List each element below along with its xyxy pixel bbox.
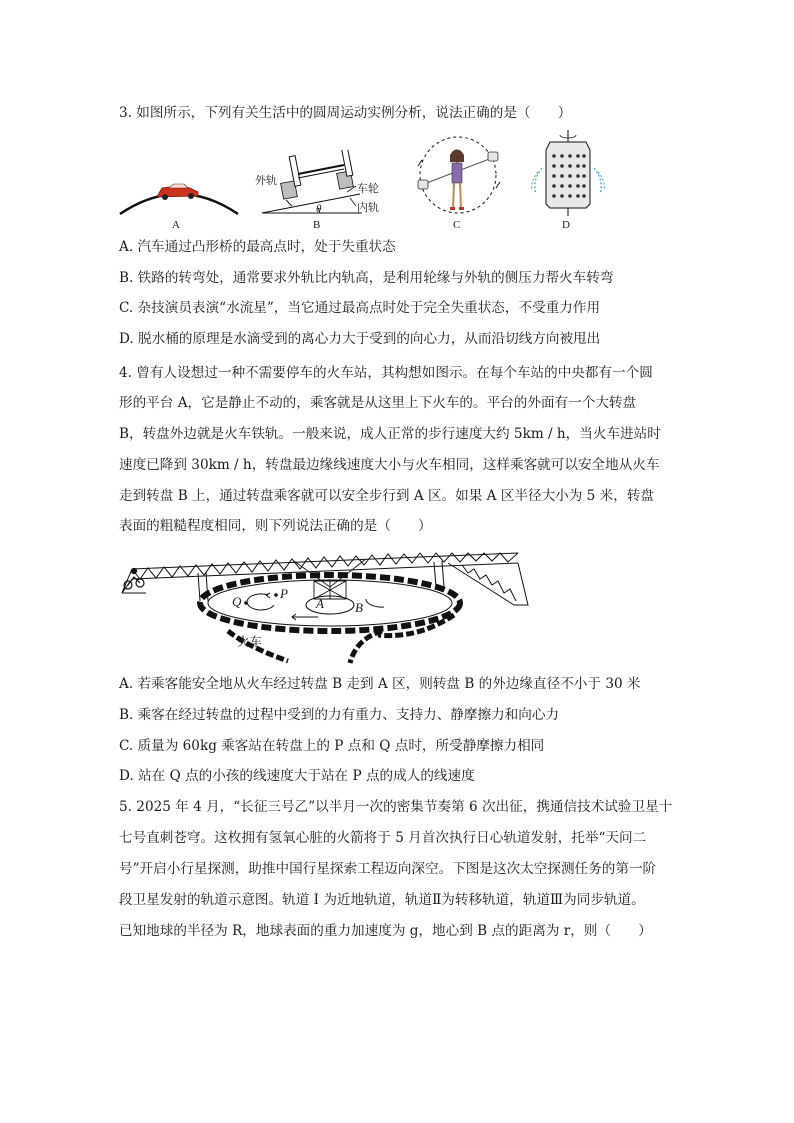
figure-a-bridge [118, 176, 240, 218]
q4-option-c: C. 质量为 60kg 乘客站在转盘上的 P 点和 Q 点时，所受静摩擦力相同 [119, 738, 545, 754]
figure-d-spin-dryer [528, 128, 608, 220]
outer-rail-label: 外轨 [255, 175, 277, 187]
q4-stem-line-3: B，转盘外边就是火车铁轨。一般来说，成人正常的步行速度大约 5km / h，当火车进站时 [119, 426, 661, 442]
figure-c-water-meteor [412, 130, 508, 220]
figure-a-label: A [172, 219, 180, 231]
q4-option-b: B. 乘客在经过转盘的过程中受到的力有重力、支持力、静摩擦力和向心力 [119, 707, 560, 723]
label-b: B [355, 600, 363, 615]
performer-icon [450, 150, 464, 211]
q3-option-c: C. 杂技演员表演“水流星”，当它通过最高点时处于完全失重状态，不受重力作用 [119, 300, 601, 316]
q4-stem-line-5: 走到转盘 B 上，通过转盘乘客就可以安全步行到 A 区。如果 A 区半径大小为 5 米，转盘 [119, 488, 655, 504]
theta-label: θ [316, 203, 322, 215]
inner-rail-label: 内轨 [357, 202, 379, 214]
q5-stem-line-1: 5. 2025 年 4 月，“长征三号乙”以半月一次的密集节奏第 6 次出征，携通信技术试验卫星十 [119, 799, 673, 815]
q3-option-a: A. 汽车通过凸形桥的最高点时，处于失重状态 [119, 239, 396, 255]
q4-option-d: D. 站在 Q 点的小孩的线速度大于站在 P 点的成人的线速度 [119, 768, 475, 784]
q3-option-b: B. 铁路的转弯处，通常要求外轨比内轨高，是利用轮缘与外轨的侧压力帮火车转弯 [119, 270, 614, 286]
q3-stem: 3. 如图所示，下列有关生活中的圆周运动实例分析，说法正确的是（ ） [119, 105, 572, 121]
q4-stem-line-6: 表面的粗糙程度相同，则下列说法正确的是（ ） [119, 518, 432, 534]
label-p: P [280, 586, 288, 601]
q4-stem-line-1: 4. 曾有人设想过一种不需要停车的火车站，其构想如图示。在每个车站的中央都有一个圆 [119, 365, 653, 381]
label-train: 火车 [237, 635, 263, 649]
q5-stem-line-4: 段卫星发射的轨道示意图。轨道 I 为近地轨道，轨道Ⅱ为转移轨道，轨道Ⅲ为同步轨道。 [119, 892, 645, 908]
figure-b-label: B [313, 219, 321, 231]
figure-station [118, 543, 538, 665]
label-q: Q [232, 594, 242, 609]
q5-stem-line-3: 号”开启小行星探测，助推中国行星探索工程迈向深空。下图是这次太空探测任务的第一阶 [119, 861, 657, 877]
figure-c-label: C [453, 219, 461, 231]
q4-stem-line-2: 形的平台 A，它是静止不动的，乘客就是从这里上下火车的。平台的外面有一个大转盘 [119, 395, 637, 411]
q5-stem-line-5: 已知地球的半径为 R，地球表面的重力加速度为 g，地心到 B 点的距离为 r，则（ ） [119, 923, 652, 939]
label-a: A [316, 596, 324, 611]
q4-option-a: A. 若乘客能安全地从火车经过转盘 B 走到 A 区，则转盘 B 的外边缘直径不小于 30 米 [119, 676, 641, 692]
q4-stem-line-4: 速度已降到 30km / h，转盘最边缘线速度大小与火车相同，这样乘客就可以安全地从火车 [119, 457, 660, 473]
q5-stem-line-2: 七号直刺苍穹。这枚拥有氢氧心脏的火箭将于 5 月首次执行日心轨道发射，托举“天问二 [119, 830, 647, 846]
figure-d-label: D [562, 219, 570, 231]
car-icon [158, 184, 198, 200]
q3-option-d: D. 脱水桶的原理是水滴受到的离心力大于受到的向心力，从而沿切线方向被甩出 [119, 331, 601, 347]
wheel-label: 车轮 [357, 183, 379, 195]
